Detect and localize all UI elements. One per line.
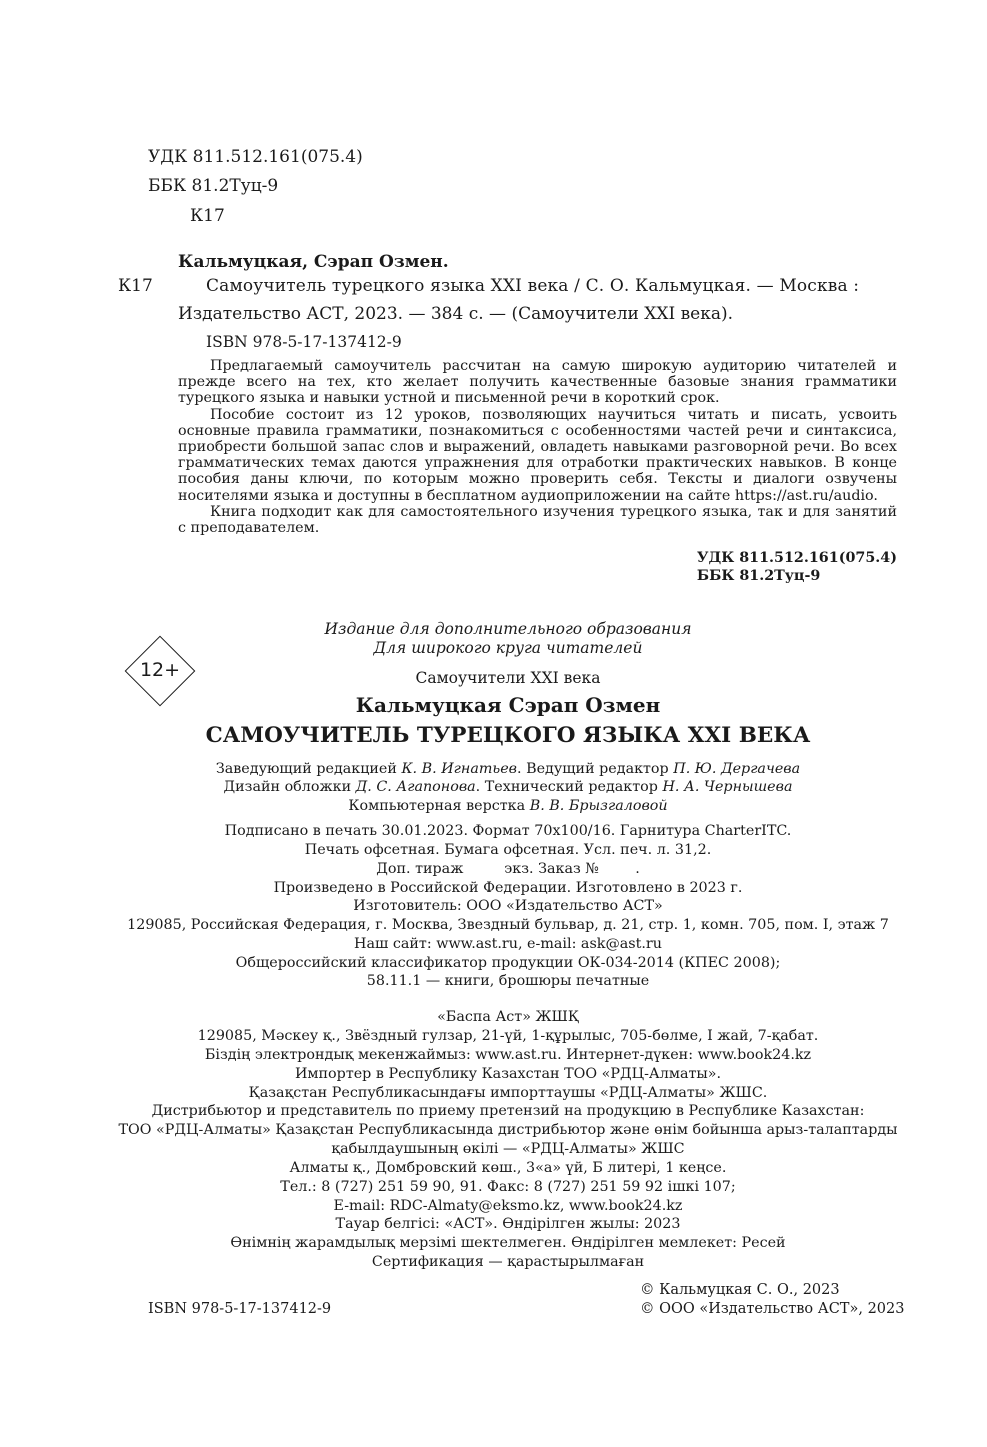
udk-code: УДК 811.512.161(075.4) [148,147,363,167]
record-isbn: ISBN 978-5-17-137412-9 [206,333,402,351]
staff-role: Компьютерная верстка [348,798,530,814]
book-title: САМОУЧИТЕЛЬ ТУРЕЦКОГО ЯЗЫКА XXI ВЕКА [205,723,811,748]
kz-info-line: Өнімнің жарамдылық мерзімі шектелмеген. Өндірілген мемлекет: Ресей [230,1235,786,1251]
record-title-line1: Самоучитель турецкого языка XXI века / С. О. Кальмуцкая. — Москва : [206,276,860,296]
kz-info-line: Тел.: 8 (727) 251 59 90, 91. Факс: 8 (727) 251 59 92 ішкі 107; [280,1179,736,1195]
kz-info-line: қабылдаушының өкілі — «РДЦ-Алматы» ЖШС [331,1141,685,1157]
staff-person: К. В. Игнатьев [401,761,517,777]
age-rating: 12+ [139,659,181,681]
series-name: Самоучители XXI века [415,669,601,687]
kz-info-line: Алматы қ., Домбровский көш., 3«а» үй, Б литері, 1 кеңсе. [289,1160,727,1176]
print-info-line: Общероссийский классификатор продукции ОК-034-2014 (КПЕС 2008); [235,955,781,971]
annotation-paragraph-1: Предлагаемый самоучитель рассчитан на самую широкую аудиторию читателей и прежде всего на тех, кто желает получить качественные базовые знания грамматики турецкого языка и навыки устной и письменной речи в короткий срок. [178,358,897,407]
kz-info-line: 129085, Мәскеу қ., Звёздный гулзар, 21-үй, 1-құрылыс, 705-бөлме, I жай, 7-қабат. [197,1028,819,1044]
kz-info-line: E-mail: RDC-Almaty@eksmo.kz, www.book24.kz [333,1198,683,1214]
print-info-line: Печать офсетная. Бумага офсетная. Усл. печ. л. 31,2. [304,842,712,858]
right-bbk-code: ББК 81.2Туц-9 [696,568,821,584]
footer-isbn: ISBN 978-5-17-137412-9 [148,1301,332,1317]
edition-note-1: Издание для дополнительного образования [324,620,692,638]
kz-info-line: Қазақстан Республикасындағы импорттаушы «РДЦ-Алматы» ЖШС. [248,1085,768,1101]
annotation-paragraph-3: Книга подходит как для самостоятельного изучения турецкого языка, так и для занятий с преподавателем. [178,503,897,537]
print-info-line: 58.11.1 — книги, брошюры печатные [366,973,650,989]
book-author: Кальмуцкая Сэрап Озмен [355,693,661,717]
right-codes [697,549,897,585]
copyright-publisher: © ООО «Издательство АСТ», 2023 [640,1301,905,1317]
print-info-line: Подписано в печать 30.01.2023. Формат 70х100/16. Гарнитура CharterITC. [224,823,792,839]
record-title-line2: Издательство АСТ, 2023. — 384 с. — (Самоучители XXI века). [178,304,733,324]
kz-info-line: Дистрибьютор и представитель по приему претензий на продукцию в Республике Казахстан: [151,1103,865,1119]
kz-info-line: Тауар белгісі: «АСТ». Өндірілген жылы: 2023 [335,1216,681,1232]
right-udk-code: УДК 811.512.161(075.4) [696,550,897,566]
record-author: Кальмуцкая, Сэрап Озмен. [178,252,449,272]
annotation-paragraph-2: Пособие состоит из 12 уроков, позволяющих научиться читать и писать, усвоить основные правила грамматики, познакомиться с особенностями частей речи и синтаксиса, приобрести большой запас слов и выражений, овладеть навыками разговорной речи. Во всех грамматических темах даются упражнения для отработки практических навыков. В конце пособия даны ключи, по которым можно проверить себя. Тексты и диалоги озвучены носителями языка и доступны в бесплатном аудиоприложении на сайте https://ast.ru/audio. [178,406,897,504]
annotation [178,358,897,536]
print-info-line: Изготовитель: ООО «Издательство АСТ» [353,898,663,914]
staff-line-2 [118,778,898,797]
staff-person: Н. А. Чернышева [662,779,793,795]
kz-info-line: Импортер в Республику Казахстан ТОО «РДЦ-Алматы». [294,1066,722,1082]
print-info-line: Наш сайт: www.ast.ru, e-mail: ask@ast.ru [354,936,662,952]
author-code: К17 [190,206,225,226]
copyright-author: © Кальмуцкая С. О., 2023 [640,1282,840,1298]
staff-role: . Технический редактор [475,779,663,795]
kz-info-line: Біздің электрондық мекенжаймыз: www.ast.ru. Интернет-дүкен: www.book24.kz [204,1047,812,1063]
staff-role: . Ведущий редактор [516,761,674,777]
edition-note-2: Для широкого круга читателей [373,639,643,657]
kz-info-line: Сертификация — қарастырылмаған [371,1254,645,1270]
staff-role: Дизайн обложки [223,779,356,795]
staff-line-3 [118,797,898,816]
kz-info-line: ТОО «РДЦ-Алматы» Қазақстан Республикасында дистрибьютор және өнім бойынша арыз-талаптарды [118,1122,898,1138]
record-code: К17 [118,276,153,296]
print-info-line: Произведено в Российской Федерации. Изготовлено в 2023 г. [273,880,743,896]
bbk-code: ББК 81.2Туц-9 [148,176,279,196]
print-info-line: Доп. тираж экз. Заказ № . [376,861,640,877]
staff-person: Д. С. Агапонова [355,779,476,795]
staff-role: Заведующий редакцией [215,761,402,777]
staff-line-1 [118,760,898,779]
staff-person: П. Ю. Дергачева [673,761,801,777]
print-info-line: 129085, Российская Федерация, г. Москва, Звездный бульвар, д. 21, стр. 1, комн. 705, пом. I, этаж 7 [127,917,889,933]
staff-person: В. В. Брызгаловой [529,798,668,814]
kz-info-line: «Баспа Аст» ЖШҚ [437,1009,579,1025]
